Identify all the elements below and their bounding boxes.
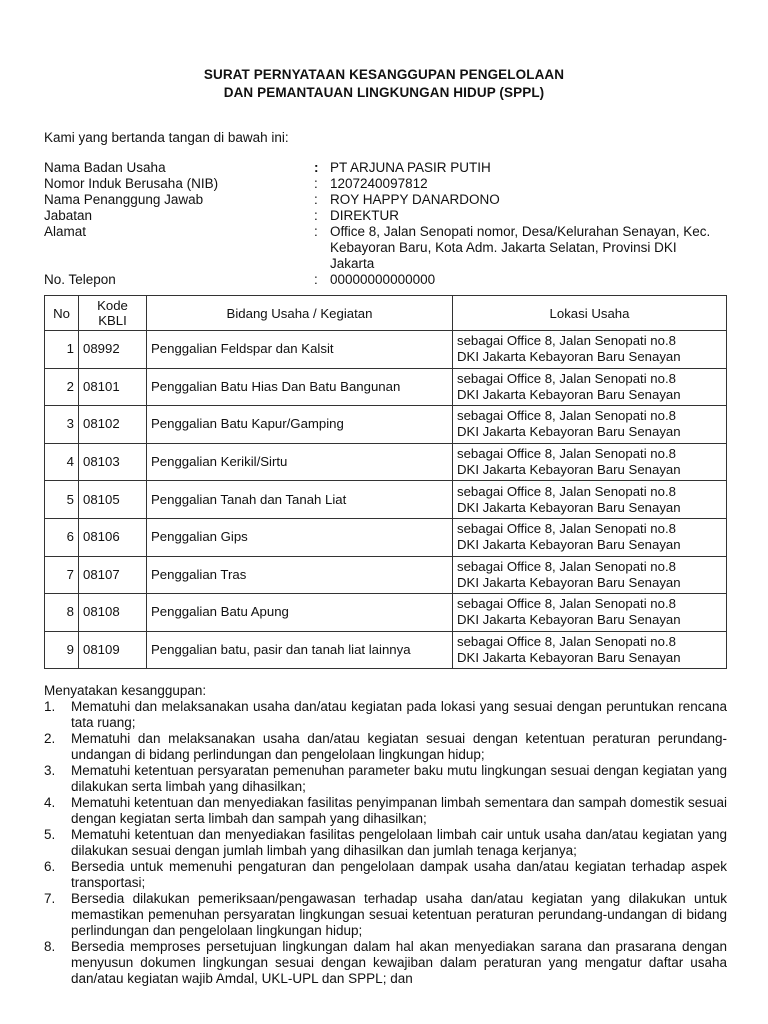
lokasi-line-1: sebagai Office 8, Jalan Senopati no.8 bbox=[457, 408, 676, 424]
identity-label: Jabatan bbox=[44, 208, 93, 223]
table-row bbox=[45, 481, 727, 519]
lokasi-line-1: sebagai Office 8, Jalan Senopati no.8 bbox=[457, 333, 676, 349]
lokasi-line-2: DKI Jakarta Kebayoran Baru Senayan bbox=[457, 650, 681, 666]
identity-label: No. Telepon bbox=[44, 272, 116, 287]
table-row bbox=[45, 631, 727, 669]
lokasi-line-1: sebagai Office 8, Jalan Senopati no.8 bbox=[457, 596, 676, 612]
cell-lokasi bbox=[453, 481, 727, 519]
cell-lokasi bbox=[453, 443, 727, 481]
identity-row bbox=[44, 224, 734, 272]
cell-kode: 08101 bbox=[79, 368, 147, 406]
identity-colon: : bbox=[314, 176, 318, 191]
declaration-number: 3. bbox=[44, 763, 56, 778]
cell-lokasi bbox=[453, 331, 727, 369]
cell-kode: 08109 bbox=[79, 631, 147, 669]
identity-value: 00000000000000 bbox=[330, 272, 436, 287]
identity-row bbox=[44, 176, 734, 192]
cell-lokasi bbox=[453, 406, 727, 444]
cell-lokasi bbox=[453, 518, 727, 556]
cell-kode: 08102 bbox=[79, 406, 147, 444]
declaration-item bbox=[44, 763, 727, 795]
table-row bbox=[45, 518, 727, 556]
declaration-text: Bersedia untuk memenuhi pengaturan dan pengelolaan dampak usaha dan/atau kegiatan terhadap aspek transportasi; bbox=[71, 859, 727, 890]
table-row bbox=[45, 368, 727, 406]
identity-label: Alamat bbox=[44, 224, 87, 239]
identity-label: Nomor Induk Berusaha (NIB) bbox=[44, 176, 219, 191]
identity-value: PT ARJUNA PASIR PUTIH bbox=[330, 160, 491, 175]
declaration-item bbox=[44, 827, 727, 859]
header-lokasi: Lokasi Usaha bbox=[453, 296, 727, 331]
declaration-item bbox=[44, 795, 727, 827]
table-header-row bbox=[45, 296, 727, 331]
cell-kode: 08992 bbox=[79, 331, 147, 369]
cell-bidang: Penggalian Batu Hias Dan Batu Bangunan bbox=[147, 368, 453, 406]
table-row bbox=[45, 331, 727, 369]
declaration-item bbox=[44, 699, 727, 731]
declaration-text: Bersedia memproses persetujuan lingkungan dalam hal akan menyediakan sarana dan prasarana dengan menyusun dokumen lingkungan sesuai dengan kewajiban dalam peraturan yang mengatur daftar usaha dan/atau kegiatan wajib Amdal, UKL-UPL dan SPPL; dan bbox=[71, 939, 727, 986]
identity-block bbox=[44, 160, 734, 288]
cell-kode: 08108 bbox=[79, 594, 147, 632]
declaration-text: Mematuhi dan melaksanakan usaha dan/atau kegiatan pada lokasi yang sesuai dengan peruntukan rencana tata ruang; bbox=[71, 699, 727, 730]
document-title bbox=[0, 66, 768, 102]
declaration-text: Mematuhi dan melaksanakan usaha dan/atau kegiatan sesuai dengan ketentuan peraturan perundang-undangan di bidang perlindungan dan pengelolaan lingkungan hidup; bbox=[71, 731, 727, 762]
identity-colon: : bbox=[314, 224, 318, 239]
identity-value: 1207240097812 bbox=[330, 176, 428, 191]
header-bidang: Bidang Usaha / Kegiatan bbox=[147, 296, 453, 331]
cell-no: 3 bbox=[45, 406, 79, 444]
declaration-number: 4. bbox=[44, 795, 56, 810]
lokasi-line-2: DKI Jakarta Kebayoran Baru Senayan bbox=[457, 424, 681, 440]
title-line-1: SURAT PERNYATAAN KESANGGUPAN PENGELOLAAN bbox=[203, 67, 565, 82]
lokasi-line-2: DKI Jakarta Kebayoran Baru Senayan bbox=[457, 612, 681, 628]
lokasi-line-2: DKI Jakarta Kebayoran Baru Senayan bbox=[457, 349, 681, 365]
identity-colon: : bbox=[314, 208, 318, 223]
declaration-text: Mematuhi ketentuan persyaratan pemenuhan parameter baku mutu lingkungan sesuai dengan kegiatan yang dilakukan serta limbah yang dihasilkan; bbox=[71, 763, 727, 794]
cell-no: 1 bbox=[45, 331, 79, 369]
lokasi-line-2: DKI Jakarta Kebayoran Baru Senayan bbox=[457, 499, 681, 515]
cell-lokasi bbox=[453, 631, 727, 669]
lokasi-line-2: DKI Jakarta Kebayoran Baru Senayan bbox=[457, 386, 681, 402]
lokasi-line-1: sebagai Office 8, Jalan Senopati no.8 bbox=[457, 483, 676, 499]
cell-kode: 08107 bbox=[79, 556, 147, 594]
declaration-item bbox=[44, 731, 727, 763]
cell-lokasi bbox=[453, 556, 727, 594]
identity-value: Office 8, Jalan Senopati nomor, Desa/Kelurahan Senayan, Kec. Kebayoran Baru, Kota Adm. Jakarta Selatan, Provinsi DKI Jakarta bbox=[330, 224, 711, 271]
cell-bidang: Penggalian Tras bbox=[147, 556, 453, 594]
kbli-table bbox=[44, 295, 727, 669]
title-line-2: DAN PEMANTAUAN LINGKUNGAN HIDUP (SPPL) bbox=[223, 85, 545, 100]
table-row bbox=[45, 594, 727, 632]
identity-row bbox=[44, 208, 734, 224]
declaration-text: Mematuhi ketentuan dan menyediakan fasilitas penyimpanan limbah sementara dan sampah domestik sesuai dengan kegiatan serta limbah dan sampah yang dihasilkan; bbox=[71, 795, 727, 826]
lokasi-line-1: sebagai Office 8, Jalan Senopati no.8 bbox=[457, 370, 676, 386]
declaration-number: 1. bbox=[44, 699, 56, 714]
identity-label: Nama Penanggung Jawab bbox=[44, 192, 204, 207]
header-kode: Kode KBLI bbox=[79, 296, 147, 331]
declaration-number: 2. bbox=[44, 731, 56, 746]
lokasi-line-1: sebagai Office 8, Jalan Senopati no.8 bbox=[457, 558, 676, 574]
declaration-item bbox=[44, 939, 727, 987]
table-row bbox=[45, 406, 727, 444]
table-row bbox=[45, 443, 727, 481]
declaration-block bbox=[44, 683, 727, 987]
cell-bidang: Penggalian Batu Kapur/Gamping bbox=[147, 406, 453, 444]
declaration-number: 8. bbox=[44, 939, 56, 954]
declaration-number: 5. bbox=[44, 827, 56, 842]
header-no: No bbox=[45, 296, 79, 331]
declaration-text: Mematuhi ketentuan dan menyediakan fasilitas pengelolaan limbah cair untuk usaha dan/atau kegiatan yang dilakukan sesuai dengan jumlah limbah yang dihasilkan dan jumlah tenaga kerjanya; bbox=[71, 827, 727, 858]
cell-no: 8 bbox=[45, 594, 79, 632]
declaration-number: 7. bbox=[44, 891, 56, 906]
lokasi-line-2: DKI Jakarta Kebayoran Baru Senayan bbox=[457, 462, 681, 478]
lokasi-line-1: sebagai Office 8, Jalan Senopati no.8 bbox=[457, 521, 676, 537]
cell-kode: 08103 bbox=[79, 443, 147, 481]
cell-lokasi bbox=[453, 594, 727, 632]
cell-bidang: Penggalian batu, pasir dan tanah liat lainnya bbox=[147, 631, 453, 669]
declaration-heading: Menyatakan kesanggupan: bbox=[44, 683, 207, 698]
identity-value: ROY HAPPY DANARDONO bbox=[330, 192, 500, 207]
cell-no: 9 bbox=[45, 631, 79, 669]
identity-colon: : bbox=[314, 160, 319, 175]
intro-text: Kami yang bertanda tangan di bawah ini: bbox=[44, 130, 289, 145]
declaration-item bbox=[44, 859, 727, 891]
identity-row bbox=[44, 272, 734, 288]
cell-no: 5 bbox=[45, 481, 79, 519]
lokasi-line-1: sebagai Office 8, Jalan Senopati no.8 bbox=[457, 446, 676, 462]
cell-no: 2 bbox=[45, 368, 79, 406]
identity-label: Nama Badan Usaha bbox=[44, 160, 166, 175]
cell-kode: 08105 bbox=[79, 481, 147, 519]
cell-bidang: Penggalian Tanah dan Tanah Liat bbox=[147, 481, 453, 519]
cell-bidang: Penggalian Feldspar dan Kalsit bbox=[147, 331, 453, 369]
cell-bidang: Penggalian Kerikil/Sirtu bbox=[147, 443, 453, 481]
identity-colon: : bbox=[314, 272, 318, 287]
cell-bidang: Penggalian Batu Apung bbox=[147, 594, 453, 632]
declaration-text: Bersedia dilakukan pemeriksaan/pengawasan terhadap usaha dan/atau kegiatan yang dilakukan untuk memastikan pemenuhan persyaratan lingkungan sesuai ketentuan peraturan perundang-undangan di bidang perlindungan dan pengelolaan lingkungan hidup; bbox=[71, 891, 727, 938]
cell-no: 6 bbox=[45, 518, 79, 556]
identity-row bbox=[44, 160, 734, 176]
lokasi-line-2: DKI Jakarta Kebayoran Baru Senayan bbox=[457, 574, 681, 590]
lokasi-line-1: sebagai Office 8, Jalan Senopati no.8 bbox=[457, 634, 676, 650]
cell-kode: 08106 bbox=[79, 518, 147, 556]
identity-row bbox=[44, 192, 734, 208]
cell-no: 4 bbox=[45, 443, 79, 481]
identity-colon: : bbox=[314, 192, 318, 207]
identity-value: DIREKTUR bbox=[330, 208, 400, 223]
declaration-item bbox=[44, 891, 727, 939]
cell-no: 7 bbox=[45, 556, 79, 594]
table-row bbox=[45, 556, 727, 594]
cell-lokasi bbox=[453, 368, 727, 406]
lokasi-line-2: DKI Jakarta Kebayoran Baru Senayan bbox=[457, 537, 681, 553]
cell-bidang: Penggalian Gips bbox=[147, 518, 453, 556]
declaration-number: 6. bbox=[44, 859, 56, 874]
